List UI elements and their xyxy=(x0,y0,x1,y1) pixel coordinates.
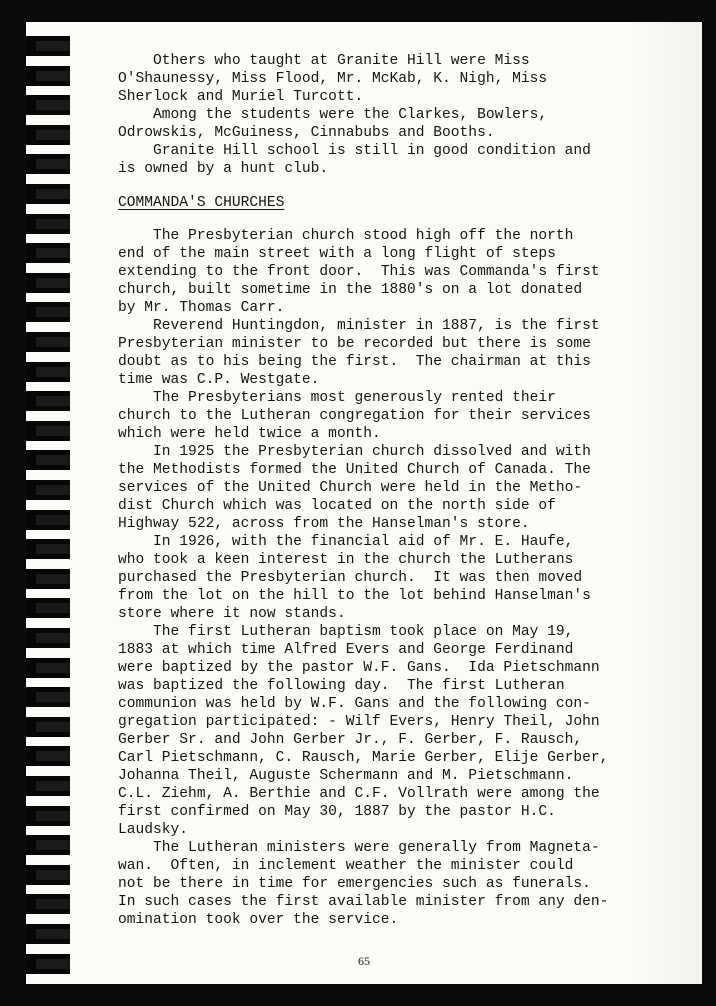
text-line: Johanna Theil, Auguste Schermann and M. Pietschmann. xyxy=(118,768,574,784)
binding-hole xyxy=(26,421,70,441)
text-line: by Mr. Thomas Carr. xyxy=(118,300,285,316)
text-line: church to the Lutheran congregation for their services xyxy=(118,408,591,424)
binding-hole xyxy=(26,154,70,174)
text-line: Laudsky. xyxy=(118,822,189,838)
text-line: Gerber Sr. and John Gerber Jr., F. Gerber, F. Rausch, xyxy=(118,732,583,748)
binding-hole xyxy=(26,95,70,115)
binding-hole xyxy=(26,924,70,944)
document-page xyxy=(26,22,702,984)
binding-hole xyxy=(26,66,70,86)
text-line: who took a keen interest in the church the Lutherans xyxy=(118,552,574,568)
text-line: the Methodists formed the United Church of Canada. The xyxy=(118,462,591,478)
text-line: gregation participated: - Wilf Evers, Henry Theil, John xyxy=(118,714,600,730)
text-line: communion was held by W.F. Gans and the following con- xyxy=(118,696,591,712)
text-line: omination took over the service. xyxy=(118,912,399,928)
text-line: Others who taught at Granite Hill were Miss xyxy=(118,53,530,69)
binding-hole xyxy=(26,835,70,855)
text-line: Reverend Huntingdon, minister in 1887, is the first xyxy=(118,318,600,334)
text-line: In 1925 the Presbyterian church dissolved and with xyxy=(118,444,591,460)
binding-hole xyxy=(26,273,70,293)
binding-hole xyxy=(26,746,70,766)
binding-hole xyxy=(26,539,70,559)
text-line: C.L. Ziehm, A. Berthie and C.F. Vollrath were among the xyxy=(118,786,600,802)
page-number: 65 xyxy=(358,954,370,968)
paragraph-block-churches xyxy=(118,227,678,929)
text-line: Among the students were the Clarkes, Bowlers, xyxy=(118,107,548,123)
text-line: O'Shaunessy, Miss Flood, Mr. McKab, K. Nigh, Miss xyxy=(118,71,548,87)
binding-hole xyxy=(26,806,70,826)
text-line: time was C.P. Westgate. xyxy=(118,372,320,388)
binding-hole xyxy=(26,658,70,678)
text-line: The Presbyterian church stood high off the north xyxy=(118,228,574,244)
binding-hole xyxy=(26,510,70,530)
text-line: first confirmed on May 30, 1887 by the pastor H.C. xyxy=(118,804,556,820)
binding-hole xyxy=(26,391,70,411)
text-line: Highway 522, across from the Hanselman's store. xyxy=(118,516,530,532)
text-line: end of the main street with a long flight of steps xyxy=(118,246,556,262)
text-line: The Presbyterians most generously rented their xyxy=(118,390,556,406)
text-line: dist Church which was located on the north side of xyxy=(118,498,556,514)
text-line: doubt as to his being the first. The chairman at this xyxy=(118,354,591,370)
binding-hole xyxy=(26,332,70,352)
text-line: store where it now stands. xyxy=(118,606,346,622)
text-line: Sherlock and Muriel Turcott. xyxy=(118,89,364,105)
binding-hole xyxy=(26,302,70,322)
text-line: was baptized the following day. The first Lutheran xyxy=(118,678,565,694)
binding-hole xyxy=(26,450,70,470)
binding-hole xyxy=(26,598,70,618)
text-line: Odrowskis, McGuiness, Cinnabubs and Booths. xyxy=(118,125,495,141)
body-text xyxy=(118,52,678,929)
binding-hole xyxy=(26,865,70,885)
text-line: purchased the Presbyterian church. It was then moved xyxy=(118,570,583,586)
text-line: church, built sometime in the 1880's on a lot donated xyxy=(118,282,583,298)
text-line: The Lutheran ministers were generally from Magneta- xyxy=(118,840,600,856)
text-line: wan. Often, in inclement weather the minister could xyxy=(118,858,574,874)
binding-hole xyxy=(26,243,70,263)
text-line: not be there in time for emergencies such as funerals. xyxy=(118,876,591,892)
text-line: Presbyterian minister to be recorded but there is some xyxy=(118,336,591,352)
binding-hole xyxy=(26,717,70,737)
text-line: from the lot on the hill to the lot behind Hanselman's xyxy=(118,588,591,604)
paragraph-block-granite-hill xyxy=(118,52,678,178)
binding-hole xyxy=(26,184,70,204)
binding-hole xyxy=(26,687,70,707)
text-line: were baptized by the pastor W.F. Gans. Ida Pietschmann xyxy=(118,660,600,676)
binding-hole xyxy=(26,362,70,382)
binding-hole xyxy=(26,480,70,500)
binding-hole xyxy=(26,894,70,914)
binding-hole xyxy=(26,628,70,648)
text-line: which were held twice a month. xyxy=(118,426,381,442)
binding-hole xyxy=(26,125,70,145)
text-line: 1883 at which time Alfred Evers and George Ferdinand xyxy=(118,642,574,658)
text-line: Granite Hill school is still in good condition and xyxy=(118,143,591,159)
binding-hole xyxy=(26,214,70,234)
binding-hole xyxy=(26,36,70,56)
binding-hole xyxy=(26,776,70,796)
binding-holes xyxy=(26,22,86,984)
text-line: The first Lutheran baptism took place on May 19, xyxy=(118,624,574,640)
binding-hole xyxy=(26,569,70,589)
section-heading: COMMANDA'S CHURCHES xyxy=(118,195,285,211)
text-line: extending to the front door. This was Commanda's first xyxy=(118,264,600,280)
text-line: services of the United Church were held in the Metho- xyxy=(118,480,583,496)
text-line: is owned by a hunt club. xyxy=(118,161,329,177)
text-line: In such cases the first available minister from any den- xyxy=(118,894,609,910)
text-line: In 1926, with the financial aid of Mr. E. Haufe, xyxy=(118,534,574,550)
text-line: Carl Pietschmann, C. Rausch, Marie Gerber, Elije Gerber, xyxy=(118,750,609,766)
